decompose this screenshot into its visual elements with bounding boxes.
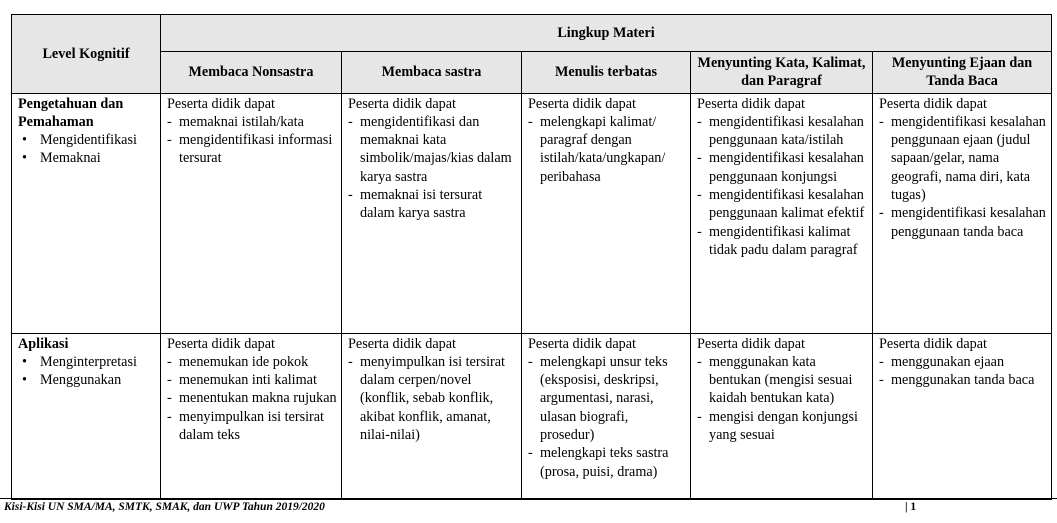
list-item [18, 371, 156, 389]
list-item: - mengisi dengan konjungsi yang sesuai [697, 408, 868, 445]
footer-divider [0, 498, 1057, 499]
level-cell [12, 333, 161, 499]
list-item: - mengidentifikasi kesalahan penggunaan ejaan (judul sapaan/gelar, nama geografi, nama diri, kata tugas) [879, 113, 1047, 204]
list-item: - menemukan ide pokok [167, 353, 337, 371]
list-item: - menggunakan tanda baca [879, 371, 1047, 389]
list-item: - mengidentifikasi informasi tersurat [167, 131, 337, 168]
list-item: - mengidentifikasi kesalahan penggunaan kalimat efektif [697, 186, 868, 223]
list-item: - melengkapi teks sastra (prosa, puisi, drama) [528, 444, 686, 481]
content-cell [342, 93, 522, 333]
column-header-membaca-nonsastra: Membaca Nonsastra [161, 52, 342, 94]
table-row [12, 333, 1052, 499]
list-item: - mengidentifikasi kesalahan penggunaan tanda baca [879, 204, 1047, 241]
cell-intro: Peserta didik dapat [697, 95, 805, 112]
level-item-label: Menginterpretasi [40, 353, 137, 370]
page-number: | 1 [905, 501, 917, 513]
level-item-label: Mengidentifikasi [40, 132, 137, 149]
list-item: - menyimpulkan isi tersirat dalam teks [167, 408, 337, 445]
content-cell [873, 93, 1052, 333]
bullet-icon: • [22, 353, 27, 370]
level-title: Pengetahuan dan Pemahaman [18, 95, 124, 130]
cell-intro: Peserta didik dapat [528, 335, 636, 352]
cell-intro: Peserta didik dapat [879, 95, 987, 112]
list-item [18, 131, 156, 149]
list-item: - menggunakan ejaan [879, 353, 1047, 371]
content-cell [161, 93, 342, 333]
list-item: - melengkapi unsur teks (eksposisi, deskripsi, argumentasi, narasi, ulasan biografi, prosedur) [528, 353, 686, 444]
list-item: - mengidentifikasi kalimat tidak padu dalam paragraf [697, 223, 868, 260]
cell-intro: Peserta didik dapat [697, 335, 805, 352]
bullet-icon: • [22, 150, 27, 167]
content-cell [522, 93, 691, 333]
cell-intro: Peserta didik dapat [348, 335, 456, 352]
content-cell [691, 93, 873, 333]
footer-title: Kisi-Kisi UN SMA/MA, SMTK, SMAK, dan UWP Tahun 2019/2020 [4, 501, 325, 513]
level-item-label: Menggunakan [40, 372, 122, 389]
level-cell [12, 93, 161, 333]
cell-intro: Peserta didik dapat [879, 335, 987, 352]
list-item: - menemukan inti kalimat [167, 371, 337, 389]
list-item: - memaknai isi tersurat dalam karya sastra [348, 186, 517, 223]
list-item [18, 149, 156, 167]
column-header-menyunting-ejaan: Menyunting Ejaan dan Tanda Baca [873, 52, 1052, 94]
list-item: - menggunakan kata bentukan (mengisi sesuai kaidah bentukan kata) [697, 353, 868, 408]
list-item: - menyimpulkan isi tersirat dalam cerpen/novel (konflik, sebab konflik, akibat konflik, amanat, nilai-nilai) [348, 353, 517, 444]
bullet-icon: • [22, 132, 27, 149]
cell-intro: Peserta didik dapat [167, 95, 275, 112]
cell-intro: Peserta didik dapat [528, 95, 636, 112]
bullet-icon: • [22, 372, 27, 389]
list-item: - mengidentifikasi dan memaknai kata simbolik/majas/kias dalam karya sastra [348, 113, 517, 186]
content-cell [691, 333, 873, 499]
list-item: - menentukan makna rujukan [167, 389, 337, 407]
cell-intro: Peserta didik dapat [348, 95, 456, 112]
level-title: Aplikasi [18, 335, 69, 352]
list-item: - memaknai istilah/kata [167, 113, 337, 131]
level-items [18, 353, 156, 390]
column-header-membaca-sastra: Membaca sastra [342, 52, 522, 94]
kisi-kisi-table [11, 14, 1052, 500]
column-header-menulis-terbatas: Menulis terbatas [522, 52, 691, 94]
content-cell [161, 333, 342, 499]
list-item: - mengidentifikasi kesalahan penggunaan kata/istilah [697, 113, 868, 150]
level-item-label: Memaknai [40, 150, 101, 167]
level-items [18, 131, 156, 168]
list-item: - mengidentifikasi kesalahan penggunaan konjungsi [697, 149, 868, 186]
content-cell [873, 333, 1052, 499]
table-row [12, 93, 1052, 333]
lingkup-materi-header: Lingkup Materi [161, 15, 1052, 52]
list-item: - melengkapi kalimat/ paragraf dengan istilah/kata/ungkapan/ peribahasa [528, 113, 686, 186]
column-header-menyunting-kata: Menyunting Kata, Kalimat, dan Paragraf [691, 52, 873, 94]
level-kognitif-header: Level Kognitif [12, 15, 161, 94]
cell-intro: Peserta didik dapat [167, 335, 275, 352]
content-cell [522, 333, 691, 499]
content-cell [342, 333, 522, 499]
list-item [18, 353, 156, 371]
